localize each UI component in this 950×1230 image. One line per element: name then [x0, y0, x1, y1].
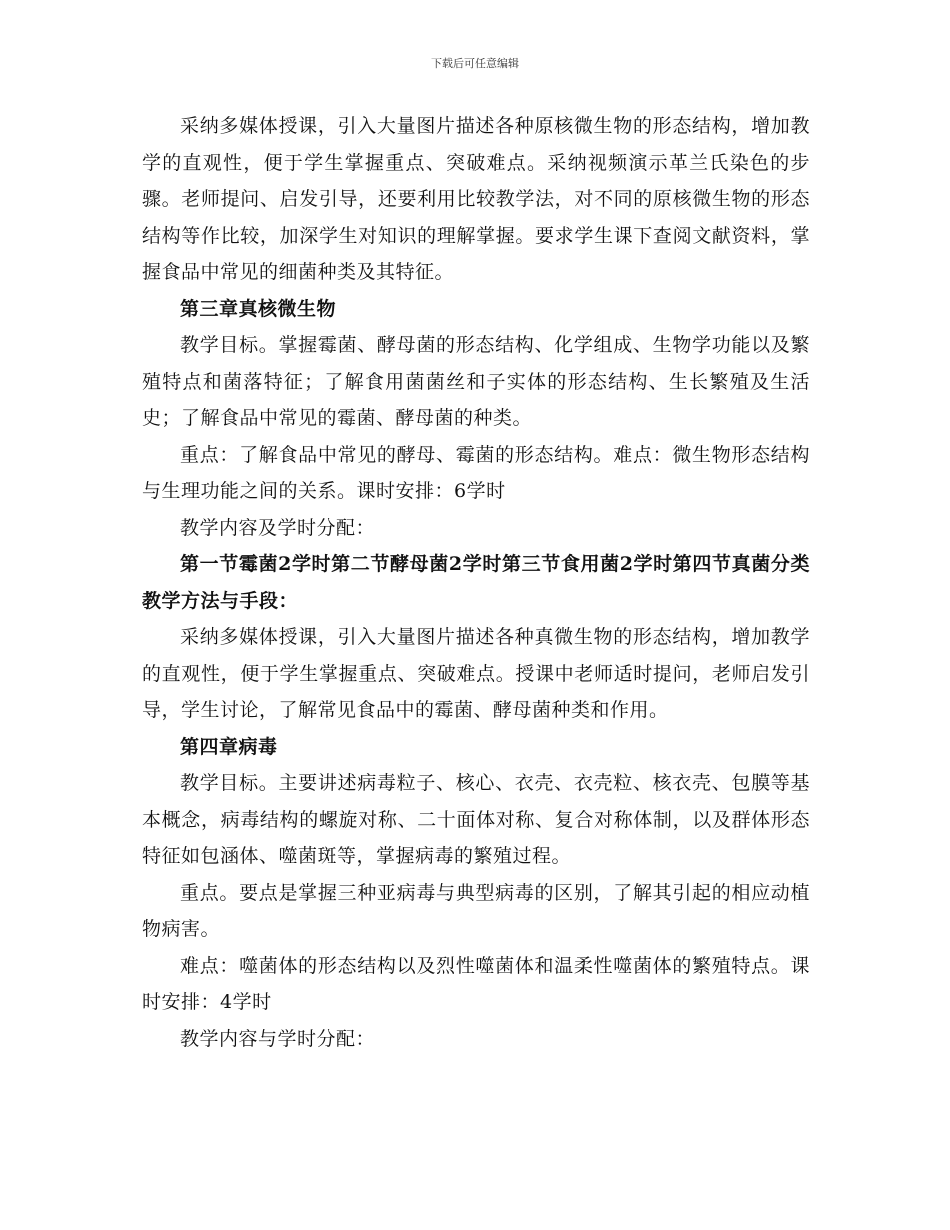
chapter-3-heading: 第三章真核微生物 [180, 297, 337, 320]
paragraph-ch3-objectives: 教学目标。掌握霉菌、酵母菌的形态结构、化学组成、生物学功能以及繁殖特点和菌落特征；了解食用菌菌丝和子实体的形态结构、生长繁殖及生活史；了解食品中常见的霉菌、酵母菌的种类。 [142, 334, 810, 429]
paragraph-prokaryote-methods: 采纳多媒体授课，引入大量图片描述各种原核微生物的形态结构，增加教学的直观性，便于学生掌握重点、突破难点。采纳视频演示革兰氏染色的步骤。老师提问、启发引导，还要利用比较教学法，对不同的原核微生物的形态结构等作比较，加深学生对知识的理解掌握。要求学生课下查阅文献资料，掌握食品中常见的细菌种类及其特征。 [142, 115, 810, 283]
paragraph-ch4-difficulties: 难点：噬菌体的形态结构以及烈性噬菌体和温柔性噬菌体的繁殖特点。课时安排：4学时 [142, 954, 810, 1013]
paragraph-ch3-methods: 采纳多媒体授课，引入大量图片描述各种真微生物的形态结构，增加教学的直观性，便于学生掌握重点、突破难点。授课中老师适时提问，老师启发引导，学生讨论，了解常见食品中的霉菌、酵母菌种类和作用。 [142, 626, 810, 721]
page-header: 下载后可任意编辑 [431, 57, 519, 70]
ch3-sections-heading: 第一节霉菌2学时第二节酵母菌2学时第三节食用菌2学时第四节真菌分类教学方法与手段： [142, 553, 810, 612]
paragraph-ch4-keypoints: 重点。要点是掌握三种亚病毒与典型病毒的区别，了解其引起的相应动植物病害。 [142, 881, 810, 940]
paragraph-ch4-objectives: 教学目标。主要讲述病毒粒子、核心、衣壳、衣壳粒、核衣壳、包膜等基本概念，病毒结构的螺旋对称、二十面体对称、复合对称体制，以及群体形态特征如包涵体、噬菌斑等，掌握病毒的繁殖过程。 [142, 772, 810, 867]
chapter-4-heading: 第四章病毒 [180, 735, 278, 758]
paragraph-ch3-content-label: 教学内容及学时分配： [180, 516, 376, 539]
paragraph-ch4-content-label: 教学内容与学时分配： [180, 1027, 376, 1050]
paragraph-ch3-keypoints: 重点：了解食品中常见的酵母、霉菌的形态结构。难点：微生物形态结构与生理功能之间的关系。课时安排：6学时 [142, 443, 810, 502]
document-body [142, 108, 810, 1057]
